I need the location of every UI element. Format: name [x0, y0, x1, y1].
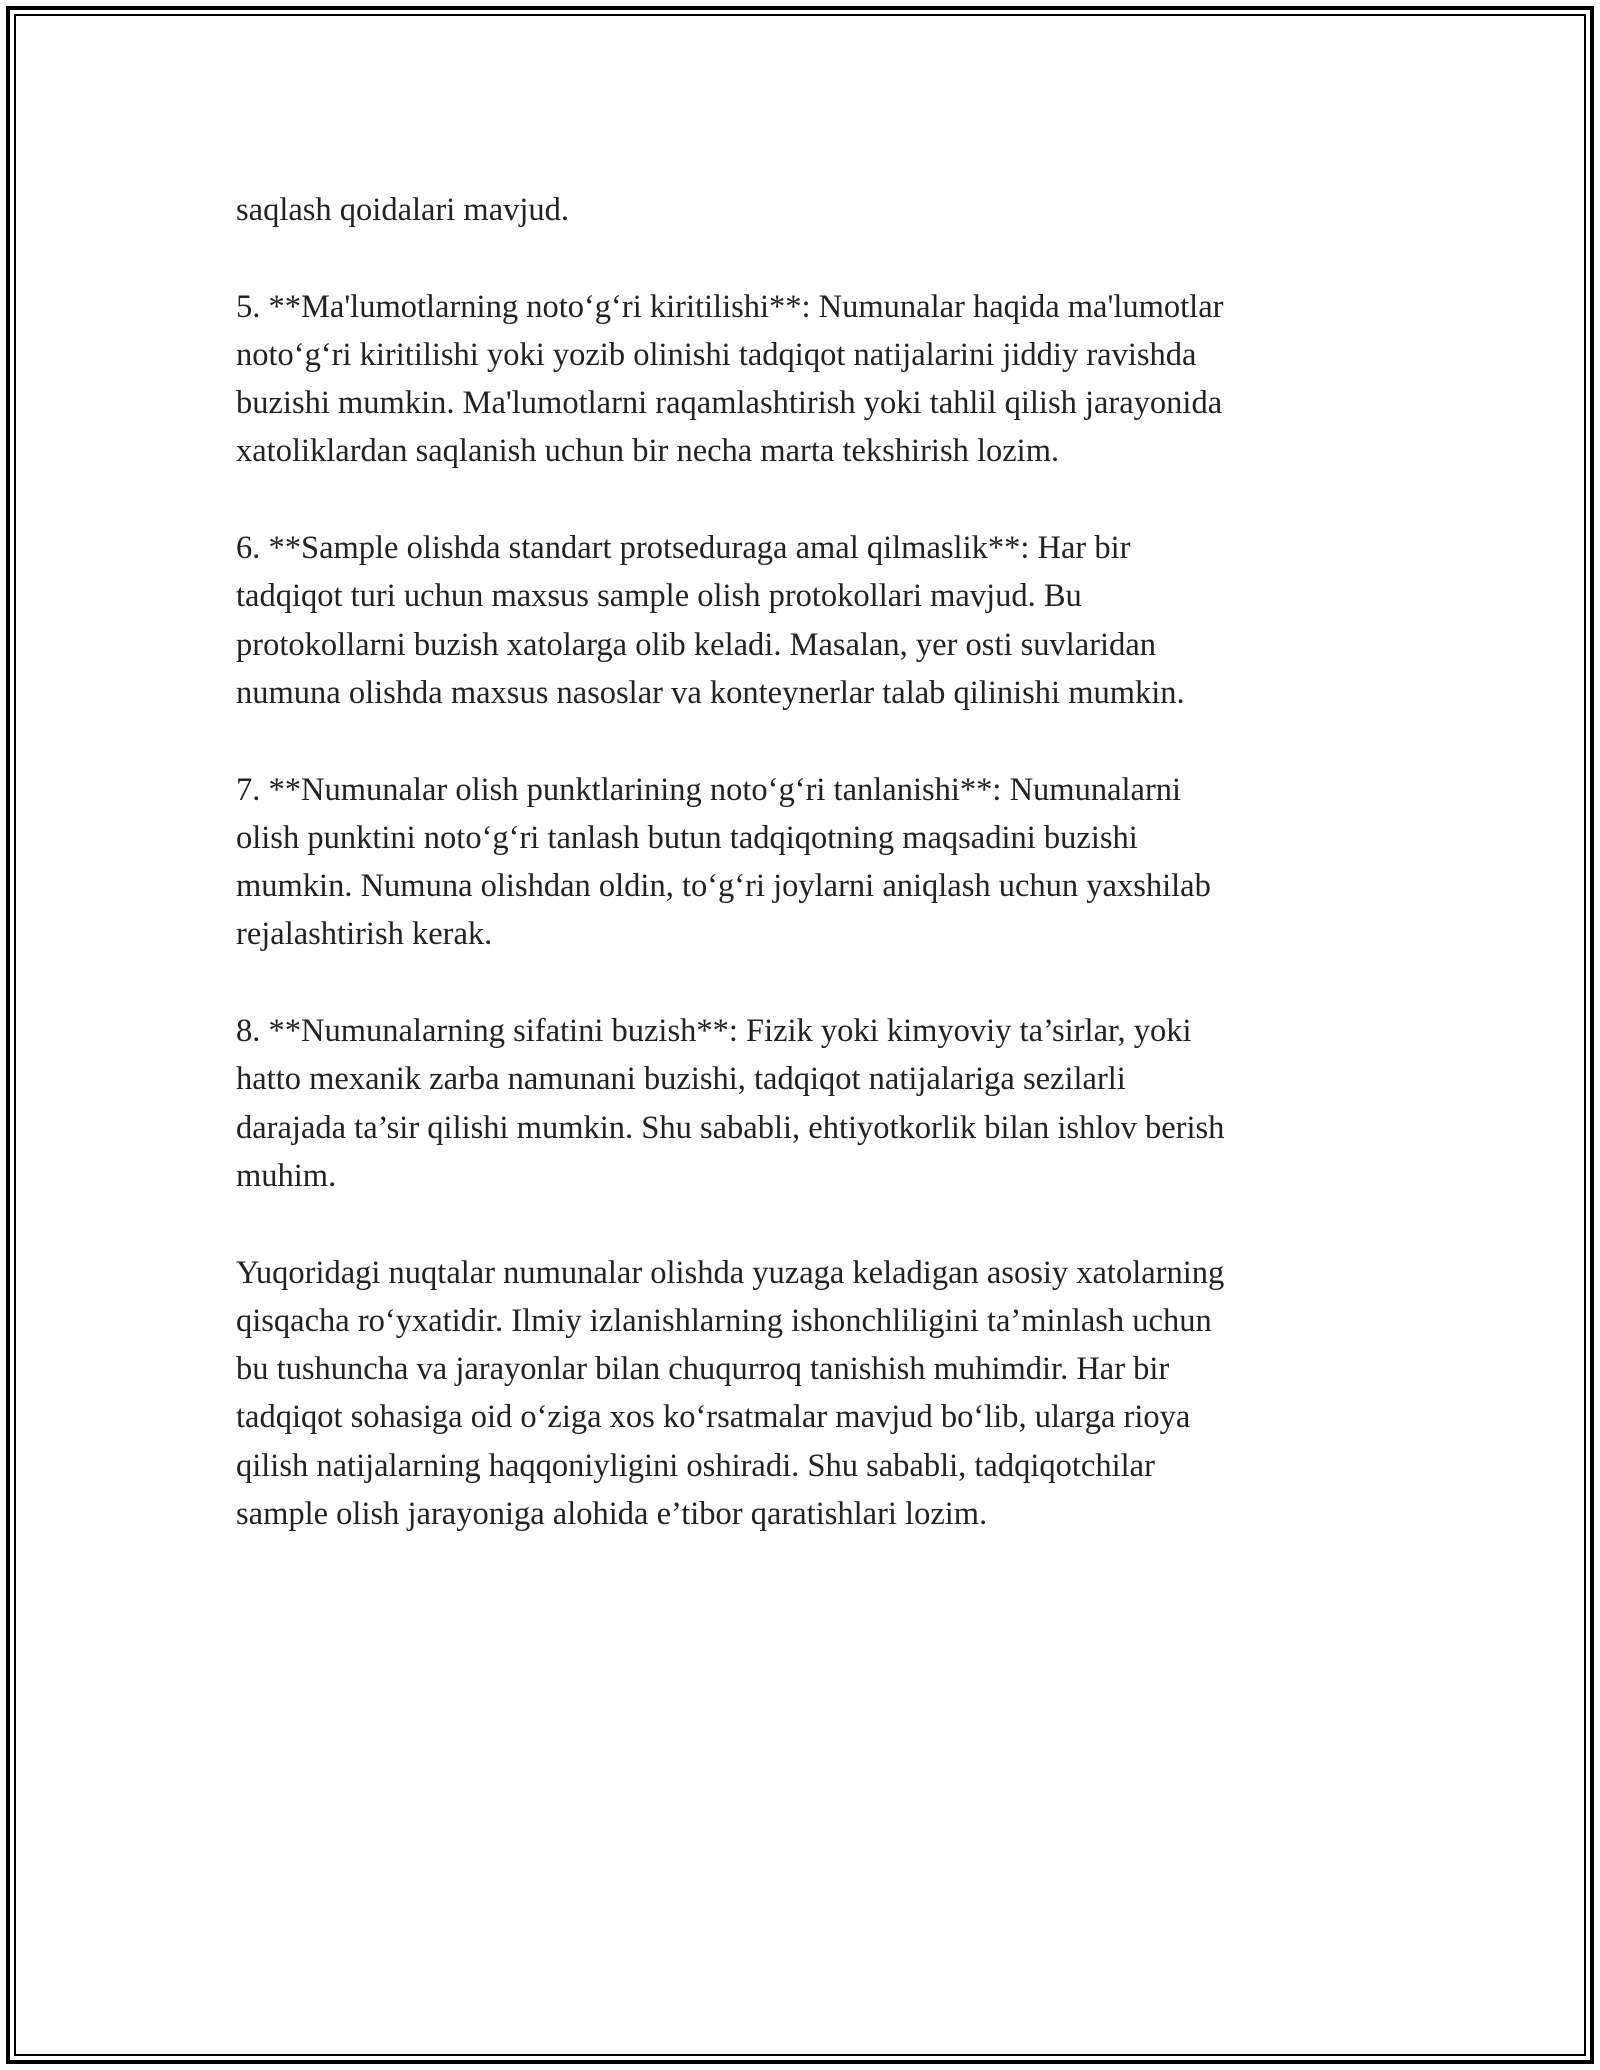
- list-item-8: 8. **Numunalarning sifatini buzish**: Fizik yoki kimyoviy ta’sirlar, yoki hatto mexanik zarba namunani buzishi, tadqiqot natijalariga sezilarli darajada ta’sir qilishi mumkin. Shu sababli, ehtiyotkorlik bilan ishlov berish muhim.: [236, 1013, 1225, 1194]
- paragraph-continuation: saqlash qoidalari mavjud.: [236, 192, 570, 228]
- conclusion-paragraph: Yuqoridagi nuqtalar numunalar olishda yuzaga keladigan asosiy xatolarning qisqacha ro‘yxatidir. Ilmiy izlanishlarning ishonchliligini ta’minlash uchun bu tushuncha va jarayonlar bilan chuqurroq tanishish muhimdir. Har bir tadqiqot sohasiga oid o‘ziga xos ko‘rsatmalar mavjud bo‘lib, ularga rioya qilish natijalarning haqqoniyligini oshiradi. Shu sababli, tadqiqotchilar sample olish jarayoniga alohida e’tibor qaratishlari lozim.: [236, 1254, 1225, 1533]
- list-item-7: 7. **Numunalar olish punktlarining noto‘g‘ri tanlanishi**: Numunalarni olish punktini noto‘g‘ri tanlash butun tadqiqotning maqsadini buzishi mumkin. Numuna olishdan oldin, to‘g‘ri joylarni aniqlash uchun yaxshilab rejalashtirish kerak.: [236, 771, 1211, 953]
- list-item-5: 5. **Ma'lumotlarning noto‘g‘ri kiritilishi**: Numunalar haqida ma'lumotlar noto‘g‘ri kiritilishi yoki yozib olinishi tadqiqot natijalarini jiddiy ravishda buzishi mumkin. Ma'lumotlarni raqamlashtirish yoki tahlil qilish jarayonida xatoliklardan saqlanish uchun bir necha marta tekshirish lozim.: [236, 288, 1224, 470]
- list-item-6: 6. **Sample olishda standart protseduraga amal qilmaslik**: Har bir tadqiqot turi uchun maxsus sample olish protokollari mavjud. Bu protokollarni buzish xatolarga olib keladi. Masalan, yer osti suvlaridan numuna olishda maxsus nasoslar va konteynerlar talab qilinishi mumkin.: [236, 530, 1185, 711]
- document-body: [236, 186, 1376, 1587]
